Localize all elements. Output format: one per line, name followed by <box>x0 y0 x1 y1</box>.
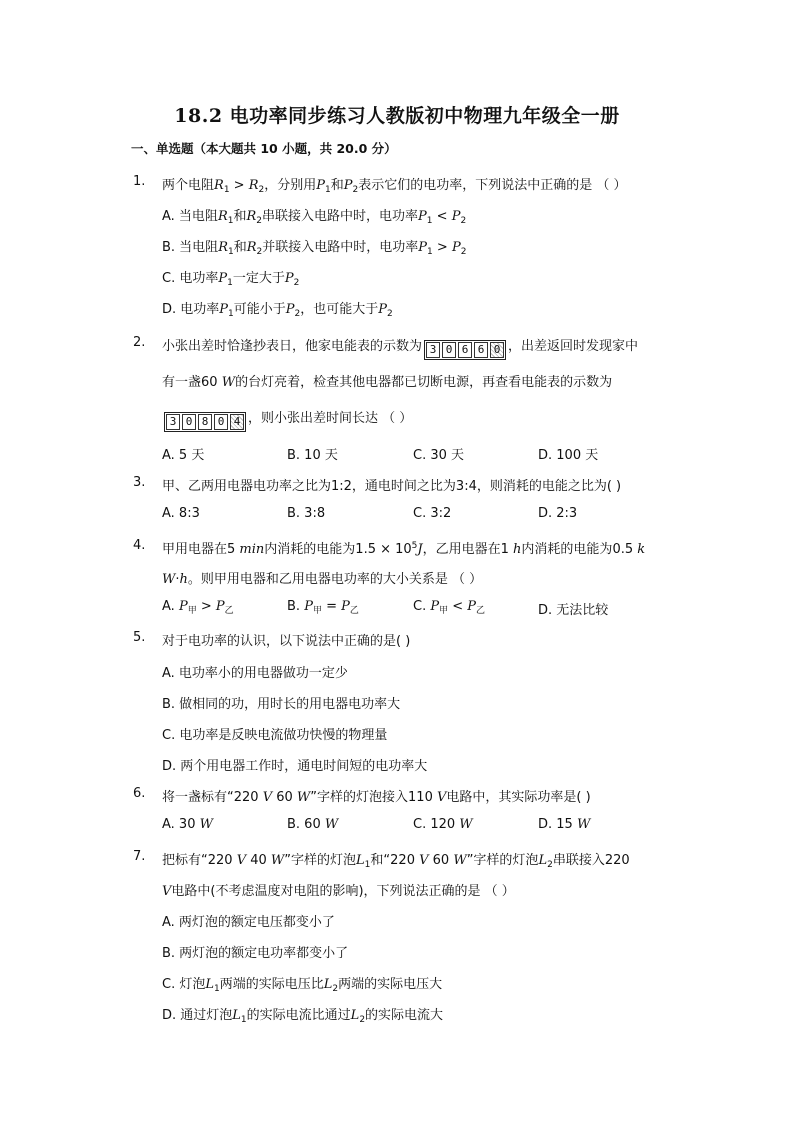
question-3-number: 3. <box>133 475 146 490</box>
question-7-option-b: B. 两灯泡的额定电功率都变小了 <box>162 946 349 961</box>
energy-meter-reading-2: 3 0 8 0 4 <box>164 412 246 432</box>
question-4-option-a: A. $P_甲 > P_乙$ <box>162 599 234 616</box>
question-5-stem: 对于电功率的认识，以下说法中正确的是( ) <box>162 634 411 649</box>
question-2-option-c: C. 30 天 <box>413 448 465 463</box>
question-7-line-1: 把标有“220 V 40 W”字样的灯泡$L_1$和“220 V 60 W”字样的灯泡$L_2$串联接入220 <box>162 853 630 870</box>
question-5-option-d: D. 两个用电器工作时，通电时间短的电功率大 <box>162 759 428 774</box>
question-3-stem: 甲、乙两用电器电功率之比为1:2，通电时间之比为3:4，则消耗的电能之比为( ) <box>162 479 622 494</box>
question-7-option-c: C. 灯泡$L_1$两端的实际电压比$L_2$两端的实际电压大 <box>162 977 443 994</box>
question-2-option-a: A. 5 天 <box>162 448 205 463</box>
question-2-line-3: 3 0 8 0 4 ，则小张出差时间长达 （ ） <box>162 407 412 432</box>
question-5-option-b: B. 做相同的功，用时长的用电器电功率大 <box>162 697 401 712</box>
question-5-number: 5. <box>133 630 146 645</box>
question-6-number: 6. <box>133 786 146 801</box>
question-4-option-d: D. 无法比较 <box>538 603 609 618</box>
question-2-number: 2. <box>133 335 146 350</box>
question-2-option-b: B. 10 天 <box>287 448 338 463</box>
question-1-option-b: B. 当电阻$R_1$和$R_2$并联接入电路中时，电功率$P_1 > P_2$ <box>162 240 467 257</box>
question-3-option-c: C. 3:2 <box>413 506 452 521</box>
question-4-option-c: C. $P_甲 < P_乙$ <box>413 599 486 616</box>
question-7-option-d: D. 通过灯泡$L_1$的实际电流比通过$L_2$的实际电流大 <box>162 1008 444 1025</box>
page-title: 18.2 电功率同步练习人教版初中物理九年级全一册 <box>174 105 620 127</box>
question-6-option-a: A. 30 W <box>162 817 213 832</box>
question-3-option-d: D. 2:3 <box>538 506 578 521</box>
question-1-option-a: A. 当电阻$R_1$和$R_2$串联接入电路中时，电功率$P_1 < P_2$ <box>162 209 467 226</box>
question-3-option-b: B. 3:8 <box>287 506 326 521</box>
question-4-line-2: W·h。则甲用电器和乙用电器电功率的大小关系是 （ ） <box>162 572 483 587</box>
question-1-option-c: C. 电功率$P_1$一定大于$P_2$ <box>162 271 300 288</box>
question-1-number: 1. <box>133 174 146 189</box>
question-2-line-1: 小张出差时恰逢抄表日，他家电能表的示数为 3 0 6 6 0 ，出差返回时发现家中 <box>162 335 638 360</box>
question-2-option-d: D. 100 天 <box>538 448 599 463</box>
question-3-option-a: A. 8:3 <box>162 506 200 521</box>
question-4-option-b: B. $P_甲 = P_乙$ <box>287 599 359 616</box>
section-heading: 一、单选题（本大题共 10 小题，共 20.0 分） <box>131 141 397 156</box>
question-5-option-a: A. 电功率小的用电器做功一定少 <box>162 666 348 681</box>
question-6-stem: 将一盏标有“220 V 60 W”字样的灯泡接入110 V电路中，其实际功率是( ) <box>162 790 591 805</box>
question-1-option-d: D. 电功率$P_1$可能小于$P_2$，也可能大于$P_2$ <box>162 302 393 319</box>
question-5-option-c: C. 电功率是反映电流做功快慢的物理量 <box>162 728 388 743</box>
question-7-option-a: A. 两灯泡的额定电压都变小了 <box>162 915 335 930</box>
question-6-option-b: B. 60 W <box>287 817 339 832</box>
question-4-line-1: 甲用电器在5 min内消耗的电能为$1.5 \times 10^5J$，乙用电器在1 h内消耗的电能为0.5 k <box>162 541 646 557</box>
question-4-number: 4. <box>133 538 146 553</box>
energy-meter-reading-1: 3 0 6 6 0 <box>424 340 506 360</box>
question-6-option-c: C. 120 W <box>413 817 473 832</box>
question-1-stem: 两个电阻$R_1 > R_2$，分别用$P_1$和$P_2$表示它们的电功率，下列说法中正确的是 （ ） <box>162 178 627 195</box>
question-7-number: 7. <box>133 849 146 864</box>
question-2-line-2: 有一盏60 W的台灯亮着，检查其他电器都已切断电源，再查看电能表的示数为 <box>162 375 613 390</box>
question-6-option-d: D. 15 W <box>538 817 591 832</box>
question-7-line-2: V电路中(不考虑温度对电阻的影响)，下列说法正确的是 （ ） <box>162 884 515 899</box>
